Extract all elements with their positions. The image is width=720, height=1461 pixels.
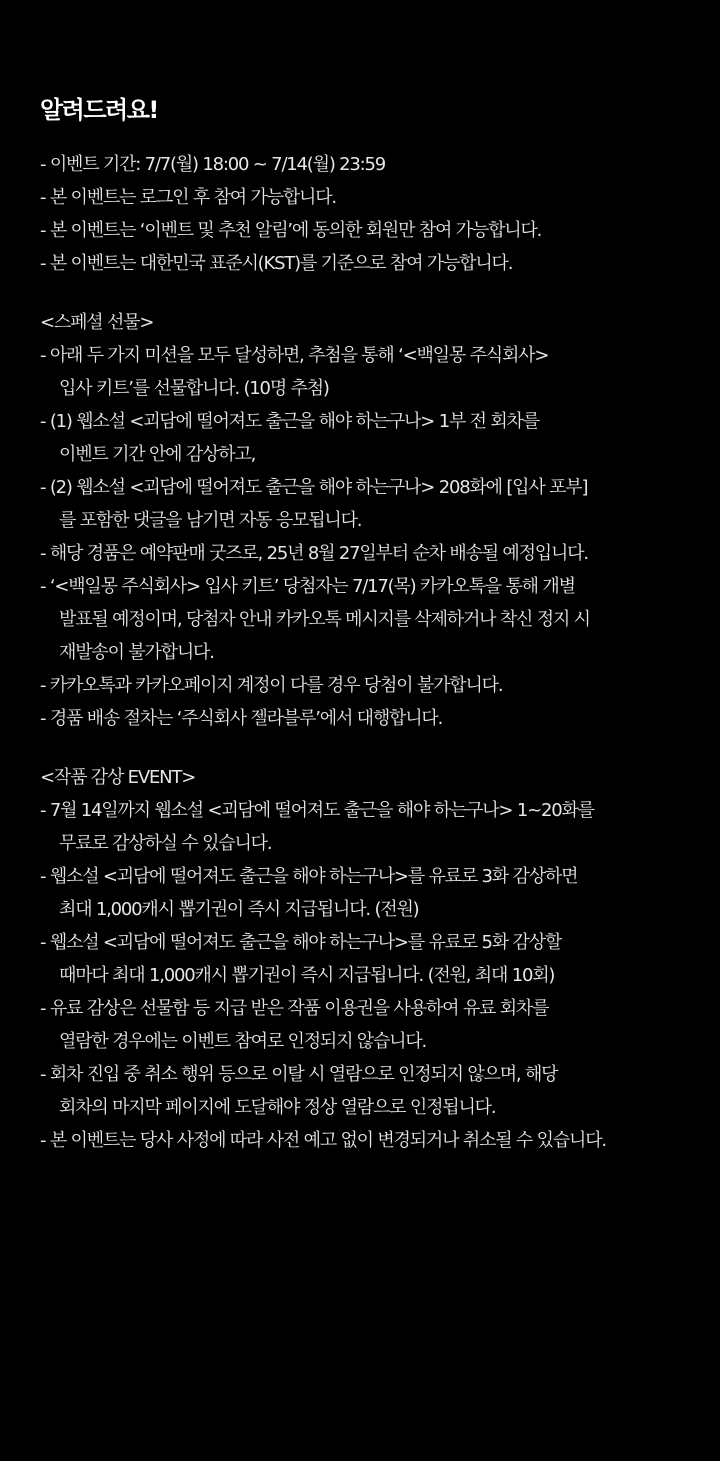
special-gift-line: 발표될 예정이며, 당첨자 안내 카카오톡 메시지를 삭제하거나 착신 정지 시 xyxy=(59,609,590,630)
special-gift-line: - 카카오톡과 카카오페이지 계정이 다를 경우 당첨이 불가합니다. xyxy=(40,675,503,696)
special-gift-line: - 경품 배송 절차는 ‘주식회사 젤라블루’에서 대행합니다. xyxy=(40,708,443,729)
reading-event-line: 열람한 경우에는 이벤트 참여로 인정되지 않습니다. xyxy=(59,1031,427,1052)
special-gift-line: 재발송이 불가합니다. xyxy=(59,642,214,663)
reading-event-section xyxy=(40,761,716,1157)
special-gift-heading: <스페셜 선물> xyxy=(40,312,154,333)
reading-event-line: 회차의 마지막 페이지에 도달해야 정상 열람으로 인정됩니다. xyxy=(59,1097,496,1118)
general-rule: - 본 이벤트는 로그인 후 참여 가능합니다. xyxy=(40,187,336,208)
reading-event-line: 최대 1,000캐시 뽑기권이 즉시 지급됩니다. (전원) xyxy=(59,899,419,920)
section-spacer xyxy=(40,280,716,306)
reading-event-line: - 유료 감상은 선물함 등 지급 받은 작품 이용권을 사용하여 유료 회차를 xyxy=(40,998,549,1019)
special-gift-section xyxy=(40,306,716,735)
general-rule: - 이벤트 기간: 7/7(월) 18:00 ~ 7/14(월) 23:59 xyxy=(40,154,386,175)
general-rules xyxy=(40,148,716,280)
special-gift-line: - 아래 두 가지 미션을 모두 달성하면, 추첨을 통해 ‘<백일몽 주식회사> xyxy=(40,345,549,366)
reading-event-line: 때마다 최대 1,000캐시 뽑기권이 즉시 지급됩니다. (전원, 최대 10회) xyxy=(59,965,555,986)
general-rule: - 본 이벤트는 ‘이벤트 및 추천 알림’에 동의한 회원만 참여 가능합니다. xyxy=(40,220,542,241)
special-gift-line: - ‘<백일몽 주식회사> 입사 키트’ 당첨자는 7/17(목) 카카오톡을 통해 개별 xyxy=(40,576,575,597)
event-notice xyxy=(40,92,716,1157)
special-gift-line: - 해당 경품은 예약판매 굿즈로, 25년 8월 27일부터 순차 배송될 예정입니다. xyxy=(40,543,588,564)
reading-event-line: - 회차 진입 중 취소 행위 등으로 이탈 시 열람으로 인정되지 않으며, 해당 xyxy=(40,1064,558,1085)
reading-event-line: - 웹소설 <괴담에 떨어져도 출근을 해야 하는구나>를 유료로 5화 감상할 xyxy=(40,932,562,953)
notice-title: 알려드려요! xyxy=(40,96,158,124)
special-gift-line: - (2) 웹소설 <괴담에 떨어져도 출근을 해야 하는구나> 208화에 [입사 포부] xyxy=(40,477,588,498)
reading-event-line: - 웹소설 <괴담에 떨어져도 출근을 해야 하는구나>를 유료로 3화 감상하면 xyxy=(40,866,578,887)
reading-event-line: - 7월 14일까지 웹소설 <괴담에 떨어져도 출근을 해야 하는구나> 1~20화를 xyxy=(40,800,594,821)
section-spacer xyxy=(40,735,716,761)
reading-event-heading: <작품 감상 EVENT> xyxy=(40,767,196,788)
special-gift-line: 이벤트 기간 안에 감상하고, xyxy=(59,444,256,465)
reading-event-line: - 본 이벤트는 당사 사정에 따라 사전 예고 없이 변경되거나 취소될 수 있습니다. xyxy=(40,1130,606,1151)
general-rule: - 본 이벤트는 대한민국 표준시(KST)를 기준으로 참여 가능합니다. xyxy=(40,253,513,274)
special-gift-line: - (1) 웹소설 <괴담에 떨어져도 출근을 해야 하는구나> 1부 전 회차를 xyxy=(40,411,539,432)
special-gift-line: 를 포함한 댓글을 남기면 자동 응모됩니다. xyxy=(59,510,362,531)
special-gift-line: 입사 키트’를 선물합니다. (10명 추첨) xyxy=(59,378,329,399)
reading-event-line: 무료로 감상하실 수 있습니다. xyxy=(59,833,272,854)
